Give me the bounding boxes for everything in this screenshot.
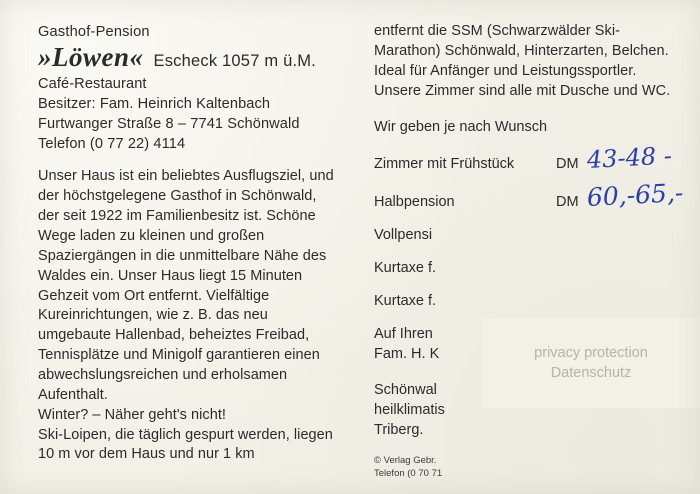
- left-column: [38, 22, 338, 465]
- privacy-overlay-line-2: Datenschutz: [550, 365, 632, 381]
- publisher-imprint: [374, 455, 442, 480]
- signature-line-2: Fam. H. K: [374, 346, 440, 363]
- signature-line-1: Auf Ihren: [374, 326, 433, 343]
- winter-text: Ski-Loipen, die täglich gespurt werden, liegen 10 m vor dem Haus und nur 1 km: [38, 426, 333, 463]
- privacy-overlay-line-1: privacy protection: [534, 344, 648, 361]
- price-row-halfboard: [374, 178, 684, 213]
- imprint-line-1: © Verlag Gebr.: [374, 455, 437, 466]
- handwritten-price-breakfast: 43-48 -: [585, 142, 673, 175]
- privacy-protection-overlay: [482, 318, 700, 408]
- handwritten-price-halfboard: 60,-65,-: [585, 178, 684, 213]
- phone-number: Telefon (0 77 22) 4114: [38, 136, 186, 153]
- description-text: [38, 167, 338, 405]
- closing-line-2: heilklimatis: [374, 402, 445, 419]
- price-row-kurtaxe-2: Kurtaxe f.: [374, 293, 437, 310]
- title-row: [38, 44, 338, 73]
- street-address: Furtwanger Straße 8 – 7741 Schönwald: [38, 116, 300, 133]
- owner: Besitzer: Fam. Heinrich Kaltenbach: [38, 96, 271, 113]
- winter-section: [38, 406, 338, 466]
- price-row-fullboard: Vollpensi: [374, 227, 433, 244]
- currency-breakfast: DM: [556, 156, 579, 173]
- description-paragraph: Unser Haus ist ein beliebtes Ausflugsziel, und der höchstgelegene Gasthof in Schönwald, der seit 1922 im Familienbesitz ist. Schöne Wege laden zu kleinen und großen Spaziergängen in die unmittelbare Nähe des Waldes ein. Unser Haus liegt 15 Minuten Gehzeit vom Ort entfernt. Vielfältige Kureinrichtungen, wie z. B. das neu umgebaute Hallenbad, beheiztes Freibad, Tennisplätze und Minigolf garantieren einen abwechslungsreichen und erholsamen Aufenthalt.: [38, 168, 334, 403]
- closing-line-1: Schönwal: [374, 382, 437, 399]
- winter-question: Winter? – Näher geht's nicht!: [38, 406, 226, 423]
- price-label-halfboard: Halbpension: [374, 194, 455, 211]
- price-row-breakfast: [374, 142, 674, 175]
- business-type: Gasthof-Pension: [38, 24, 150, 40]
- price-label-breakfast: Zimmer mit Frühstück: [374, 156, 515, 173]
- intro-text: entfernt die SSM (Schwarzwälder Ski-Marathon) Schönwald, Hinterzarten, Belchen. Ideal für Anfänger und Leistungssportler.: [374, 23, 669, 79]
- offer-heading: Wir geben je nach Wunsch: [374, 119, 548, 136]
- category: Café-Restaurant: [38, 75, 147, 92]
- business-name: »Löwen«: [38, 42, 144, 73]
- currency-halfboard: DM: [556, 194, 579, 211]
- rooms-text: Unsere Zimmer sind alle mit Dusche und WC.: [374, 82, 671, 99]
- intro-section: [374, 22, 674, 101]
- location-altitude: Escheck 1057 m ü.M.: [153, 52, 316, 71]
- imprint-line-2: Telefon (0 70 71: [374, 467, 443, 479]
- closing-line-3: Triberg.: [374, 421, 424, 438]
- price-row-kurtaxe-1: Kurtaxe f.: [374, 260, 437, 277]
